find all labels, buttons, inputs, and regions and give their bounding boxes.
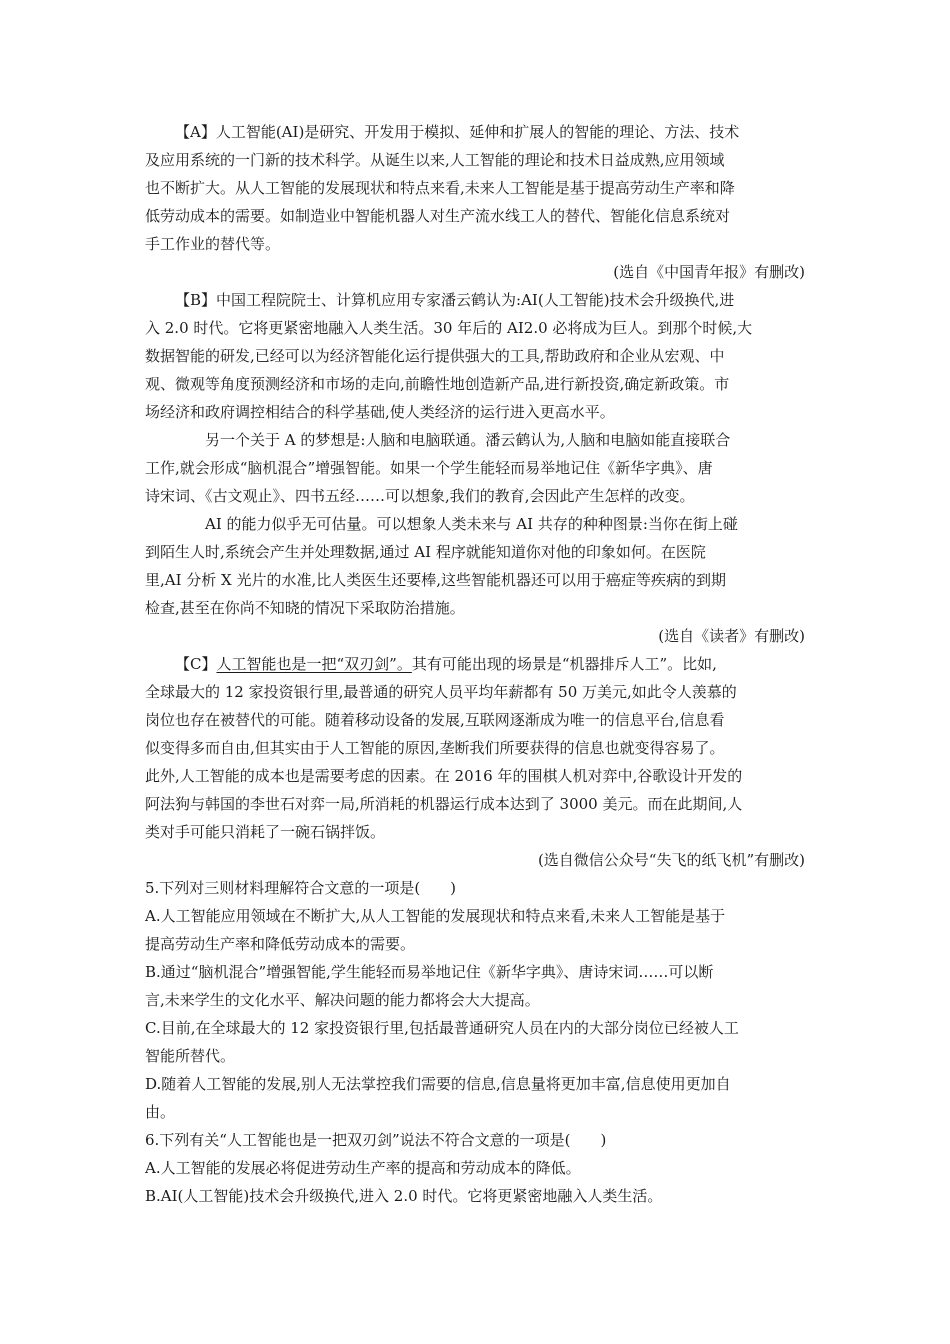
passage-b-line: 【B】中国工程院院士、计算机应用专家潘云鹤认为:AI(人工智能)技术会升级换代,进	[175, 291, 735, 309]
passage-b-line: 到陌生人时,系统会产生并处理数据,通过 AI 程序就能知道你对他的印象如何。在医院	[145, 543, 706, 561]
question-5-option-b-cont: 言,未来学生的文化水平、解决问题的能力都将会大大提高。	[145, 991, 540, 1009]
question-5-option-d-cont: 由。	[145, 1103, 176, 1121]
passage-b-line: 诗宋词、《古文观止》、四书五经……可以想象,我们的教育,会因此产生怎样的改变。	[145, 487, 695, 505]
passage-b-line: 另一个关于 A 的梦想是:人脑和电脑联通。潘云鹤认为,人脑和电脑如能直接联合	[205, 431, 731, 449]
passage-c-line: 阿法狗与韩国的李世石对弈一局,所消耗的机器运行成本达到了 3000 美元。而在此期间,人	[145, 795, 743, 813]
passage-c-line: 似变得多而自由,但其实由于人工智能的原因,垄断我们所要获得的信息也就变得容易了。	[145, 739, 725, 757]
question-5-option-a-cont: 提高劳动生产率和降低劳动成本的需要。	[145, 935, 416, 953]
passage-b-line: 观、微观等角度预测经济和市场的走向,前瞻性地创造新产品,进行新投资,确定新政策。市	[145, 375, 730, 393]
passage-c-label: 【C】	[175, 655, 217, 673]
question-5-option-c-cont: 智能所替代。	[145, 1047, 236, 1065]
passage-a-source: (选自《中国青年报》有删改)	[613, 263, 805, 281]
question-5-option-a: A.人工智能应用领域在不断扩大,从人工智能的发展现状和特点来看,未来人工智能是基于	[145, 907, 726, 925]
passage-c-line: 全球最大的 12 家投资银行里,最普通的研究人员平均年薪都有 50 万美元,如此令人羡慕的	[145, 683, 737, 701]
passage-b-line: 场经济和政府调控相结合的科学基础,使人类经济的运行进入更高水平。	[145, 403, 615, 421]
passage-b-line: AI 的能力似乎无可估量。可以想象人类未来与 AI 共存的种种图景:当你在街上碰	[205, 515, 738, 533]
passage-b-line: 入 2.0 时代。它将更紧密地融入人类生活。30 年后的 AI2.0 必将成为巨人。到那个时候,大	[145, 319, 753, 337]
question-6-option-a: A.人工智能的发展必将促进劳动生产率的提高和劳动成本的降低。	[145, 1159, 581, 1177]
passage-b-source: (选自《读者》有删改)	[658, 627, 805, 645]
passage-c-source: (选自微信公众号“失飞的纸飞机”有删改)	[537, 851, 805, 869]
passage-b-line: 里,AI 分析 X 光片的水准,比人类医生还要棒,这些智能机器还可以用于癌症等疾病的到期	[145, 571, 727, 589]
question-5-option-c: C.目前,在全球最大的 12 家投资银行里,包括最普通研究人员在内的大部分岗位已经被人工	[145, 1019, 739, 1037]
passage-b-line: 数据智能的研发,已经可以为经济智能化运行提供强大的工具,帮助政府和企业从宏观、中	[145, 347, 725, 365]
passage-c-underlined-sentence: 人工智能也是一把“双刃剑”。	[216, 655, 412, 673]
passage-b-line: 检查,甚至在你尚不知晓的情况下采取防治措施。	[145, 599, 465, 617]
passage-c-first-line	[175, 653, 717, 675]
passage-c-line: 岗位也存在被替代的可能。随着移动设备的发展,互联网逐渐成为唯一的信息平台,信息看	[145, 711, 725, 729]
passage-a-line: 及应用系统的一门新的技术科学。从诞生以来,人工智能的理论和技术日益成熟,应用领域	[145, 151, 725, 169]
passage-a-line: 手工作业的替代等。	[145, 235, 281, 253]
question-6-option-b: B.AI(人工智能)技术会升级换代,进入 2.0 时代。它将更紧密地融入人类生活。	[145, 1187, 663, 1205]
passage-b-line: 工作,就会形成“脑机混合”增强智能。如果一个学生能轻而易举地记住《新华字典》、唐	[145, 459, 713, 477]
passage-c-line: 类对手可能只消耗了一碗石锅拌饭。	[145, 823, 386, 841]
passage-c-first-rest: 其有可能出现的场景是“机器排斥人工”。比如,	[411, 655, 717, 673]
passage-a-line: 也不断扩大。从人工智能的发展现状和特点来看,未来人工智能是基于提高劳动生产率和降	[145, 179, 735, 197]
question-6-stem: 6.下列有关“人工智能也是一把双刃剑”说法不符合文意的一项是( )	[145, 1131, 607, 1149]
passage-c-line: 此外,人工智能的成本也是需要考虑的因素。在 2016 年的围棋人机对弈中,谷歌设计开发的	[145, 767, 743, 785]
question-5-option-b: B.通过“脑机混合”增强智能,学生能轻而易举地记住《新华字典》、唐诗宋词……可以断	[145, 963, 714, 981]
question-5-stem: 5.下列对三则材料理解符合文意的一项是( )	[145, 879, 457, 897]
passage-a-line: 【A】人工智能(AI)是研究、开发用于模拟、延伸和扩展人的智能的理论、方法、技术	[175, 123, 740, 141]
question-5-option-d: D.随着人工智能的发展,别人无法掌控我们需要的信息,信息量将更加丰富,信息使用更加自	[145, 1075, 731, 1093]
passage-a-line: 低劳动成本的需要。如制造业中智能机器人对生产流水线工人的替代、智能化信息系统对	[145, 207, 731, 225]
